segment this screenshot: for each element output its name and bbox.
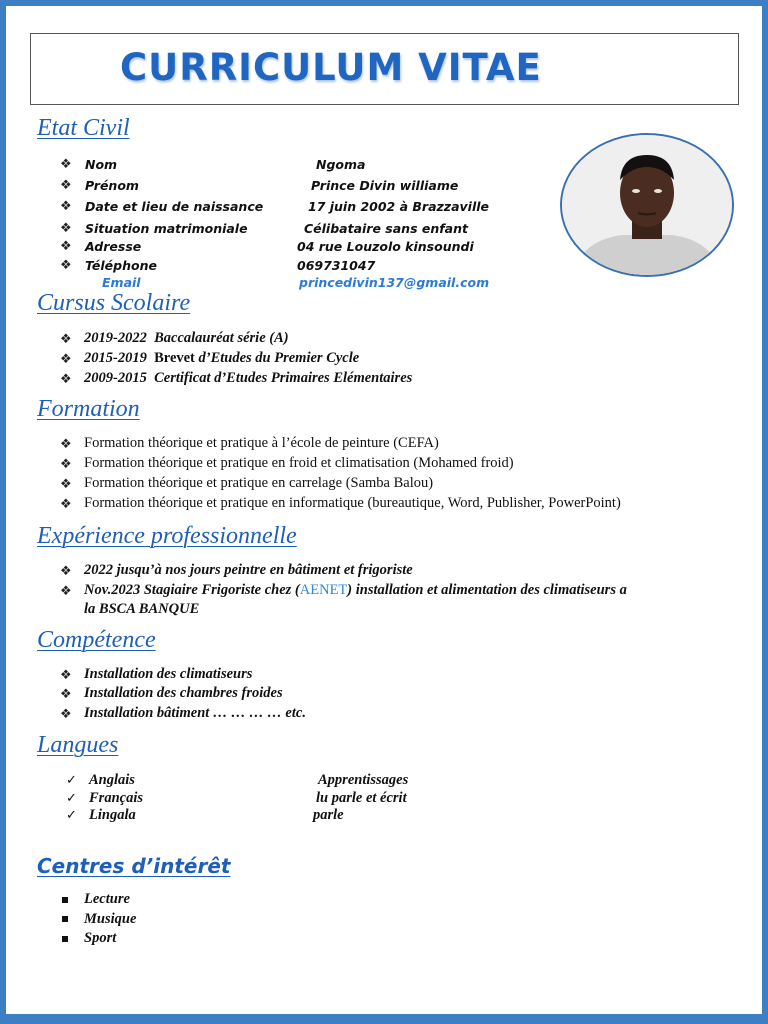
language-level: parle bbox=[313, 807, 344, 823]
section-heading-etat-civil: Etat Civil bbox=[37, 115, 130, 141]
checkmark-icon: ✓ bbox=[66, 790, 77, 805]
list-item bbox=[84, 330, 289, 347]
list-item bbox=[84, 350, 359, 367]
section-heading-formation: Formation bbox=[37, 396, 140, 422]
diamond-bullet-icon: ❖ bbox=[60, 436, 72, 451]
civil-value-email[interactable]: princedivin137@gmail.com bbox=[299, 275, 490, 290]
profile-photo bbox=[560, 133, 734, 277]
cursus-text: d’Etudes du Premier Cycle bbox=[198, 350, 360, 366]
checkmark-icon: ✓ bbox=[66, 807, 77, 822]
list-item: Lecture bbox=[84, 891, 130, 907]
cursus-years: 2009-2015 bbox=[84, 370, 147, 386]
cursus-text: Certificat d’Etudes Primaires Elémentaires bbox=[154, 370, 413, 386]
list-item: Formation théorique et pratique en froid et climatisation (Mohamed froid) bbox=[84, 455, 514, 471]
portrait-image bbox=[562, 135, 732, 275]
page-border-bottom bbox=[0, 1014, 768, 1024]
checkmark-icon: ✓ bbox=[66, 772, 77, 787]
list-item: Sport bbox=[84, 930, 117, 946]
diamond-bullet-icon: ❖ bbox=[60, 583, 72, 598]
cursus-strong: Brevet bbox=[154, 350, 195, 366]
section-heading-experience: Expérience professionnelle bbox=[37, 523, 297, 549]
language-level: Apprentissages bbox=[318, 772, 409, 788]
page-border-right bbox=[762, 0, 768, 1024]
language-level: lu parle et écrit bbox=[316, 790, 407, 806]
language-name: Anglais bbox=[89, 772, 135, 788]
diamond-bullet-icon: ❖ bbox=[60, 667, 72, 682]
civil-label-telephone: Téléphone bbox=[85, 258, 157, 273]
cursus-years: 2019-2022 bbox=[84, 330, 147, 346]
diamond-bullet-icon: ❖ bbox=[60, 686, 72, 701]
list-item: Musique bbox=[84, 911, 137, 927]
square-bullet-icon bbox=[62, 916, 68, 922]
page-border-top bbox=[0, 0, 768, 6]
page-border-left bbox=[0, 0, 6, 1024]
diamond-bullet-icon: ❖ bbox=[60, 476, 72, 491]
diamond-bullet-icon: ❖ bbox=[60, 156, 72, 171]
diamond-bullet-icon: ❖ bbox=[60, 257, 72, 272]
civil-label-situation: Situation matrimoniale bbox=[85, 221, 248, 236]
civil-value-naissance: 17 juin 2002 à Brazzaville bbox=[308, 199, 489, 214]
list-item-continuation: la BSCA BANQUE bbox=[84, 601, 200, 617]
civil-label-nom: Nom bbox=[85, 157, 118, 172]
list-item: Installation des chambres froides bbox=[84, 685, 283, 701]
list-item bbox=[84, 370, 412, 387]
list-item: Installation bâtiment … … … … etc. bbox=[84, 705, 306, 721]
diamond-bullet-icon: ❖ bbox=[60, 371, 72, 386]
list-item: Formation théorique et pratique en carrelage (Samba Balou) bbox=[84, 475, 434, 491]
section-heading-langues: Langues bbox=[37, 732, 119, 758]
list-item bbox=[84, 582, 627, 599]
cursus-text: Baccalauréat série (A) bbox=[154, 330, 289, 346]
diamond-bullet-icon: ❖ bbox=[60, 496, 72, 511]
section-heading-cursus: Cursus Scolaire bbox=[37, 290, 191, 316]
diamond-bullet-icon: ❖ bbox=[60, 563, 72, 578]
section-heading-competence: Compétence bbox=[37, 627, 156, 653]
diamond-bullet-icon: ❖ bbox=[60, 706, 72, 721]
diamond-bullet-icon: ❖ bbox=[60, 220, 72, 235]
diamond-bullet-icon: ❖ bbox=[60, 198, 72, 213]
diamond-bullet-icon: ❖ bbox=[60, 331, 72, 346]
diamond-bullet-icon: ❖ bbox=[60, 456, 72, 471]
diamond-bullet-icon: ❖ bbox=[60, 351, 72, 366]
civil-label-naissance: Date et lieu de naissance bbox=[85, 199, 264, 214]
civil-value-situation: Célibataire sans enfant bbox=[304, 221, 468, 236]
list-item: Formation théorique et pratique en informatique (bureautique, Word, Publisher, PowerPoint) bbox=[84, 495, 621, 511]
civil-label-prenom: Prénom bbox=[85, 178, 139, 193]
cursus-years: 2015-2019 bbox=[84, 350, 147, 366]
list-item: Installation des climatiseurs bbox=[84, 666, 253, 682]
diamond-bullet-icon: ❖ bbox=[60, 238, 72, 253]
diamond-bullet-icon: ❖ bbox=[60, 177, 72, 192]
square-bullet-icon bbox=[62, 936, 68, 942]
language-name: Français bbox=[89, 790, 143, 806]
section-heading-interets: Centres d’intérêt bbox=[37, 854, 231, 878]
page-title: CURRICULUM VITAE bbox=[120, 46, 542, 89]
civil-label-adresse: Adresse bbox=[85, 239, 142, 254]
list-item: 2022 jusqu’à nos jours peintre en bâtiment et frigoriste bbox=[84, 562, 413, 578]
language-name: Lingala bbox=[89, 807, 136, 823]
square-bullet-icon bbox=[62, 897, 68, 903]
experience-text-pre: Nov.2023 Stagiaire Frigoriste chez ( bbox=[84, 582, 300, 598]
list-item: Formation théorique et pratique à l’école de peinture (CEFA) bbox=[84, 435, 439, 451]
experience-text-post: ) installation et alimentation des climatiseurs a bbox=[347, 582, 627, 598]
civil-value-nom: Ngoma bbox=[316, 157, 366, 172]
civil-label-email: Email bbox=[102, 275, 141, 290]
civil-value-prenom: Prince Divin williame bbox=[311, 178, 459, 193]
company-link[interactable]: AENET bbox=[299, 582, 348, 598]
civil-value-telephone: 069731047 bbox=[297, 258, 376, 273]
civil-value-adresse: 04 rue Louzolo kinsoundi bbox=[297, 239, 474, 254]
